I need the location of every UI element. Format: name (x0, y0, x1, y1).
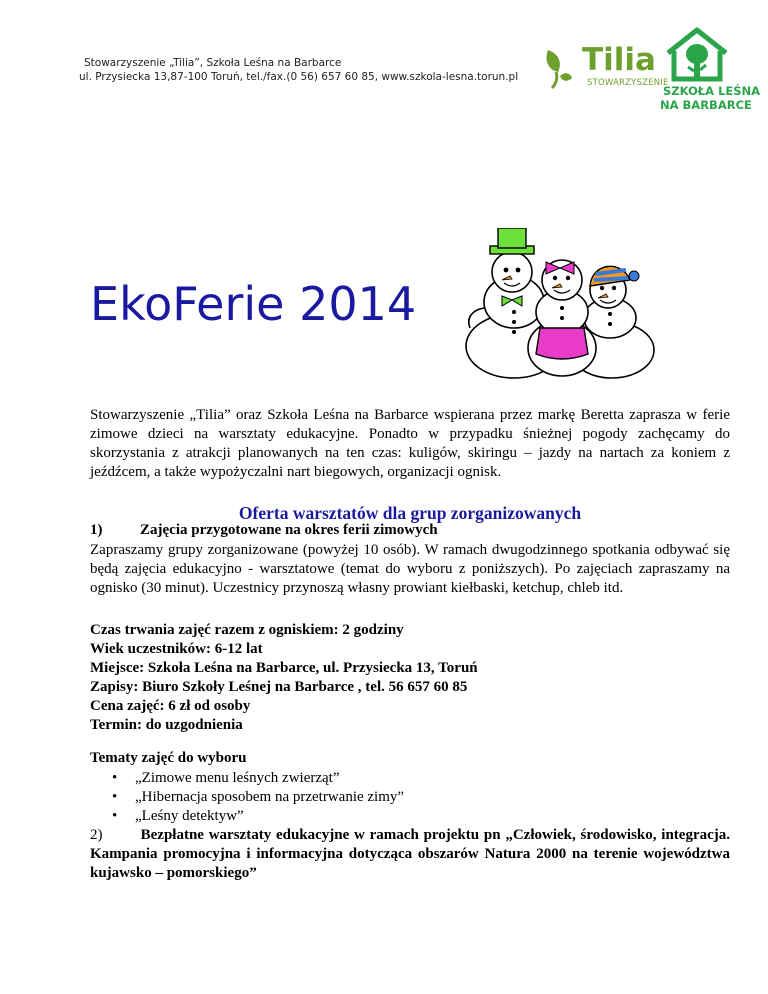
offer-heading: Oferta warsztatów dla grup zorganizowanych (238, 503, 582, 523)
intro-paragraph: Stowarzyszenie „Tilia” oraz Szkoła Leśna na Barbarce wspierana przez markę Beretta zaprasza w ferie zimowe dzieci na warsztaty edukacyjne. Ponadto w przypadku śnieżnej pogody zachęcamy do skorzystania z atrakcji planowanych na ten czas: kuligów, skiringu – jazdy na nartach za koniem z jeźdźcem, a także wypożyczalni nart biegowych, organizacji ognisk. (90, 407, 730, 480)
detail-date: Termin: do uzgodnienia (90, 717, 243, 733)
detail-age: Wiek uczestników: 6-12 lat (90, 641, 263, 657)
snowmen-illustration-icon (444, 228, 666, 382)
section-2-spacer (103, 827, 141, 843)
school-house-tree-logo-icon (662, 27, 732, 82)
list-item (90, 788, 404, 807)
section-1-number: 1) (90, 522, 103, 538)
page-title: EkoFerie 2014 (90, 277, 417, 331)
list-item (90, 807, 404, 826)
section-1-title: Zajęcia przygotowane na okres ferii zimowych (140, 522, 438, 538)
bullet-icon: • (112, 808, 118, 824)
topic-label: „Zimowe menu leśnych zwierząt” (135, 770, 340, 786)
bullet-icon: • (112, 770, 118, 786)
section-2-text: Bezpłatne warsztaty edukacyjne w ramach projektu pn „Człowiek, środowisko, integracja. Kampania promocyjna i informacyjna dotycząca obszarów Natura 2000 na terenie województwa kujawsko – pomorskiego” (90, 827, 731, 881)
header-address-line-2: ul. Przysiecka 13,87-100 Toruń, tel./fax.(0 56) 657 60 85, www.szkola-lesna.torun.pl (79, 71, 519, 83)
section-2 (90, 826, 730, 883)
topics-list (90, 769, 404, 826)
section-2-number: 2) (90, 827, 103, 843)
topic-label: „Leśny detektyw” (135, 808, 244, 824)
topics-heading: Tematy zajęć do wyboru (90, 750, 247, 766)
detail-registration: Zapisy: Biuro Szkoły Leśnej na Barbarce , tel. 56 657 60 85 (90, 679, 468, 695)
school-logo-line-2: NA BARBARCE (660, 98, 752, 112)
tilia-logo-name: Tilia (582, 42, 656, 78)
detail-price: Cena zajęć: 6 zł od osoby (90, 698, 251, 714)
bullet-icon: • (112, 789, 118, 805)
tilia-logo-subtitle: STOWARZYSZENIE (587, 78, 669, 88)
detail-place: Miejsce: Szkoła Leśna na Barbarce, ul. Przysiecka 13, Toruń (90, 660, 478, 676)
details-block (90, 621, 478, 735)
topic-label: „Hibernacja sposobem na przetrwanie zimy” (135, 789, 405, 805)
list-item (90, 769, 404, 788)
header-address-line-1: Stowarzyszenie „Tilia”, Szkoła Leśna na Barbarce (84, 57, 342, 69)
detail-duration: Czas trwania zajęć razem z ogniskiem: 2 godziny (90, 622, 404, 638)
section-1-text: Zapraszamy grupy zorganizowane (powyżej 10 osób). W ramach dwugodzinnego spotkania odbywać się będą zajęcia edukacyjno - warsztatowe (temat do wyboru z poniższych). Po zajęciach zapraszamy na ognisko (30 minut). Uczestnicy przynoszą własny prowiant kiełbaski, ketchup, chleb itd. (90, 542, 730, 596)
school-logo-line-1: SZKOŁA LEŚNA (663, 84, 761, 98)
